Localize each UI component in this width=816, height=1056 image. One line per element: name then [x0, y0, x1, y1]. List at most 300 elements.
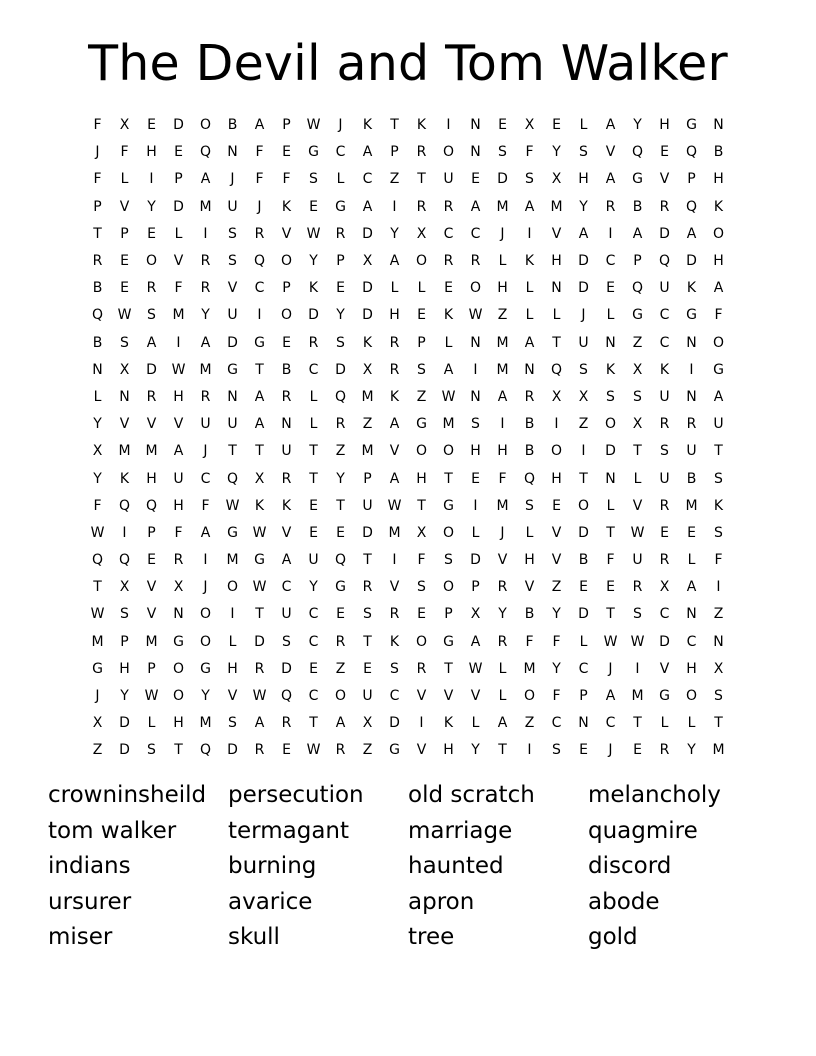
grid-letter: V: [443, 688, 454, 705]
grid-letter: R: [659, 497, 670, 514]
grid-letter: L: [498, 688, 507, 705]
grid-letter: Q: [118, 552, 131, 569]
grid-letter: A: [605, 117, 616, 134]
grid-letter: A: [686, 225, 697, 242]
word-list-item: tom walker: [48, 817, 177, 844]
grid-letter: O: [172, 688, 185, 705]
grid-letter: G: [227, 524, 238, 541]
grid-letter: T: [390, 117, 399, 134]
grid-letter: R: [173, 552, 184, 569]
grid-letter: R: [146, 280, 157, 297]
grid-letter: A: [443, 361, 454, 378]
grid-letter: S: [282, 633, 291, 650]
grid-letter: Q: [280, 688, 293, 705]
grid-letter: S: [714, 688, 723, 705]
grid-letter: O: [442, 443, 455, 460]
grid-letter: A: [335, 715, 346, 732]
grid-letter: U: [200, 416, 211, 433]
grid-letter: W: [468, 660, 483, 677]
grid-letter: Y: [309, 579, 318, 596]
grid-letter: V: [227, 280, 238, 297]
grid-letter: E: [309, 198, 318, 215]
grid-letter: Z: [335, 660, 346, 677]
grid-letter: R: [254, 742, 265, 759]
grid-letter: O: [334, 688, 347, 705]
grid-letter: I: [122, 524, 127, 541]
grid-row: [84, 221, 732, 248]
grid-letter: F: [714, 552, 723, 569]
grid-letter: E: [336, 524, 345, 541]
grid-letter: Y: [120, 688, 129, 705]
grid-letter: P: [120, 225, 129, 242]
grid-letter: O: [604, 416, 617, 433]
grid-letter: Q: [550, 361, 563, 378]
grid-letter: A: [470, 633, 481, 650]
grid-letter: S: [525, 171, 534, 188]
word-list-item: tree: [408, 924, 455, 950]
grid-letter: S: [525, 497, 534, 514]
grid-letter: E: [606, 579, 615, 596]
grid-letter: O: [199, 606, 212, 623]
grid-letter: Z: [632, 334, 643, 351]
grid-letter: F: [255, 144, 264, 161]
grid-letter: A: [686, 579, 697, 596]
grid-row: [84, 166, 732, 193]
word-list-item: crowninsheild: [48, 782, 207, 808]
grid-letter: S: [228, 715, 237, 732]
grid-letter: Y: [336, 307, 345, 324]
grid-letter: S: [363, 606, 372, 623]
grid-letter: O: [280, 253, 293, 270]
grid-letter: P: [417, 334, 426, 351]
grid-letter: N: [281, 416, 292, 433]
grid-letter: L: [687, 715, 696, 732]
grid-row: [84, 384, 732, 411]
grid-letter: M: [496, 361, 509, 378]
grid-letter: D: [146, 361, 157, 378]
grid-letter: J: [581, 307, 586, 324]
word-list-item: melancholy: [588, 782, 721, 808]
grid-letter: H: [497, 443, 508, 460]
grid-letter: F: [714, 307, 723, 324]
grid-letter: B: [227, 117, 238, 134]
grid-letter: V: [173, 253, 184, 270]
grid-letter: D: [335, 361, 346, 378]
grid-letter: R: [92, 253, 103, 270]
grid-letter: E: [633, 742, 642, 759]
grid-letter: U: [281, 443, 292, 460]
grid-letter: H: [146, 470, 157, 487]
grid-letter: V: [551, 552, 562, 569]
grid-row: [84, 493, 732, 520]
grid-letter: Q: [253, 253, 266, 270]
grid-letter: X: [119, 361, 130, 378]
grid-letter: F: [417, 552, 426, 569]
grid-letter: L: [579, 633, 588, 650]
grid-letter: H: [470, 443, 481, 460]
grid-letter: R: [443, 253, 454, 270]
grid-letter: W: [225, 497, 240, 514]
grid-letter: D: [227, 334, 238, 351]
grid-letter: Q: [631, 144, 644, 161]
grid-letter: Y: [390, 225, 399, 242]
grid-letter: W: [468, 307, 483, 324]
grid-letter: U: [443, 171, 454, 188]
grid-letter: C: [470, 225, 481, 242]
grid-letter: C: [200, 470, 211, 487]
grid-letter: I: [689, 361, 694, 378]
grid-letter: T: [228, 443, 237, 460]
grid-letter: W: [630, 633, 645, 650]
grid-letter: D: [173, 198, 184, 215]
grid-letter: G: [92, 660, 103, 677]
grid-letter: L: [579, 117, 588, 134]
grid-letter: C: [308, 633, 319, 650]
grid-row: [84, 601, 732, 628]
grid-letter: V: [281, 524, 292, 541]
grid-letter: C: [443, 225, 454, 242]
grid-letter: U: [659, 470, 670, 487]
grid-letter: O: [226, 579, 239, 596]
grid-letter: P: [444, 606, 453, 623]
grid-letter: T: [606, 606, 615, 623]
grid-letter: V: [659, 171, 670, 188]
word-list-item: marriage: [408, 817, 513, 844]
grid-letter: F: [282, 171, 291, 188]
grid-letter: I: [419, 715, 424, 732]
grid-letter: A: [254, 117, 265, 134]
word-list-item: avarice: [228, 888, 313, 915]
grid-letter: A: [389, 253, 400, 270]
grid-letter: N: [605, 470, 616, 487]
grid-letter: T: [363, 633, 372, 650]
grid-letter: N: [470, 117, 481, 134]
word-list-item: discord: [588, 853, 672, 879]
grid-letter: L: [93, 388, 102, 405]
grid-letter: T: [255, 361, 264, 378]
grid-letter: D: [173, 117, 184, 134]
grid-letter: N: [119, 388, 130, 405]
grid-letter: Y: [201, 307, 210, 324]
grid-letter: H: [497, 280, 508, 297]
grid-row: [84, 683, 732, 710]
grid-letter: T: [93, 579, 102, 596]
grid-letter: F: [93, 171, 102, 188]
grid-letter: S: [120, 606, 129, 623]
grid-letter: D: [362, 280, 373, 297]
grid-letter: K: [713, 198, 724, 215]
grid-letter: F: [93, 497, 102, 514]
grid-letter: B: [524, 416, 535, 433]
grid-letter: T: [93, 225, 102, 242]
grid-letter: O: [712, 334, 725, 351]
grid-letter: W: [117, 307, 132, 324]
grid-letter: E: [660, 524, 669, 541]
grid-letter: F: [174, 280, 183, 297]
grid-letter: R: [200, 253, 211, 270]
grid-letter: C: [308, 606, 319, 623]
grid-letter: K: [416, 117, 427, 134]
grid-letter: F: [525, 144, 534, 161]
grid-letter: F: [255, 171, 264, 188]
grid-letter: I: [392, 198, 397, 215]
grid-letter: R: [200, 280, 211, 297]
grid-letter: T: [714, 443, 723, 460]
grid-letter: G: [335, 198, 346, 215]
grid-letter: A: [254, 416, 265, 433]
grid-letter: L: [552, 307, 561, 324]
grid-letter: H: [146, 144, 157, 161]
grid-letter: K: [389, 633, 400, 650]
grid-letter: H: [173, 388, 184, 405]
grid-letter: L: [471, 524, 480, 541]
grid-letter: N: [470, 144, 481, 161]
grid-letter: D: [119, 742, 130, 759]
grid-letter: A: [281, 552, 292, 569]
grid-letter: Q: [334, 552, 347, 569]
grid-letter: N: [470, 334, 481, 351]
grid-letter: F: [525, 633, 534, 650]
grid-letter: B: [524, 606, 535, 623]
grid-letter: N: [551, 280, 562, 297]
grid-letter: R: [335, 742, 346, 759]
grid-letter: Y: [336, 470, 345, 487]
grid-row: [84, 465, 732, 492]
grid-letter: B: [281, 361, 292, 378]
grid-letter: W: [90, 524, 105, 541]
grid-letter: I: [716, 579, 721, 596]
grid-letter: C: [281, 579, 292, 596]
grid-letter: W: [90, 606, 105, 623]
grid-letter: R: [389, 606, 400, 623]
grid-letter: T: [633, 715, 642, 732]
grid-letter: C: [254, 280, 265, 297]
grid-letter: H: [389, 307, 400, 324]
grid-letter: L: [525, 280, 534, 297]
grid-letter: X: [632, 416, 643, 433]
grid-letter: M: [442, 416, 455, 433]
grid-letter: M: [199, 361, 212, 378]
grid-letter: L: [525, 307, 534, 324]
grid-letter: A: [200, 334, 211, 351]
grid-letter: P: [282, 117, 291, 134]
grid-letter: O: [442, 579, 455, 596]
grid-letter: D: [281, 660, 292, 677]
grid-letter: M: [631, 688, 644, 705]
grid-letter: E: [471, 171, 480, 188]
grid-letter: O: [145, 253, 158, 270]
grid-row: [84, 194, 732, 221]
grid-letter: K: [605, 361, 616, 378]
grid-letter: V: [281, 225, 292, 242]
grid-letter: B: [713, 144, 724, 161]
grid-letter: S: [579, 144, 588, 161]
grid-letter: E: [471, 470, 480, 487]
grid-letter: I: [446, 117, 451, 134]
grid-letter: R: [470, 253, 481, 270]
grid-letter: Q: [199, 742, 212, 759]
grid-letter: V: [470, 688, 481, 705]
grid-letter: S: [714, 470, 723, 487]
grid-letter: W: [630, 524, 645, 541]
word-list-item: miser: [48, 924, 113, 950]
grid-letter: P: [174, 171, 183, 188]
grid-row: [84, 248, 732, 275]
grid-letter: R: [389, 361, 400, 378]
grid-letter: A: [146, 334, 157, 351]
grid-letter: N: [524, 361, 535, 378]
grid-letter: Y: [687, 742, 696, 759]
grid-letter: W: [306, 225, 321, 242]
grid-letter: N: [470, 388, 481, 405]
grid-letter: R: [659, 416, 670, 433]
grid-letter: O: [415, 633, 428, 650]
grid-letter: F: [93, 117, 102, 134]
grid-letter: V: [659, 660, 670, 677]
grid-letter: D: [227, 742, 238, 759]
grid-letter: X: [713, 660, 724, 677]
grid-letter: L: [660, 715, 669, 732]
grid-letter: X: [551, 171, 562, 188]
grid-letter: M: [496, 198, 509, 215]
grid-letter: X: [119, 117, 130, 134]
grid-letter: Y: [552, 606, 561, 623]
grid-letter: A: [470, 198, 481, 215]
grid-letter: O: [550, 443, 563, 460]
grid-letter: K: [713, 497, 724, 514]
grid-letter: S: [228, 253, 237, 270]
grid-row: [84, 330, 732, 357]
grid-letter: U: [227, 307, 238, 324]
grid-letter: W: [441, 388, 456, 405]
grid-letter: P: [147, 660, 156, 677]
grid-letter: S: [552, 742, 561, 759]
grid-letter: O: [280, 307, 293, 324]
grid-letter: V: [146, 416, 157, 433]
grid-letter: T: [255, 443, 264, 460]
grid-letter: C: [659, 334, 670, 351]
grid-letter: Q: [145, 497, 158, 514]
grid-letter: R: [281, 388, 292, 405]
grid-letter: A: [362, 198, 373, 215]
grid-letter: E: [336, 280, 345, 297]
grid-letter: C: [605, 715, 616, 732]
grid-letter: D: [389, 715, 400, 732]
grid-letter: R: [200, 388, 211, 405]
grid-letter: R: [632, 579, 643, 596]
grid-letter: D: [659, 225, 670, 242]
word-list-item: skull: [228, 924, 280, 950]
grid-letter: N: [713, 633, 724, 650]
word-list-item: apron: [408, 888, 475, 915]
grid-letter: E: [363, 660, 372, 677]
grid-letter: E: [282, 144, 291, 161]
grid-letter: R: [416, 198, 427, 215]
grid-letter: C: [659, 606, 670, 623]
grid-letter: R: [254, 225, 265, 242]
grid-letter: W: [171, 361, 186, 378]
grid-letter: Q: [685, 144, 698, 161]
grid-letter: M: [361, 443, 374, 460]
grid-letter: U: [578, 334, 589, 351]
grid-letter: H: [173, 715, 184, 732]
grid-letter: C: [308, 361, 319, 378]
grid-letter: Q: [658, 253, 671, 270]
grid-letter: S: [147, 742, 156, 759]
grid-letter: A: [362, 144, 373, 161]
grid-letter: C: [335, 144, 346, 161]
grid-letter: Q: [631, 280, 644, 297]
grid-letter: A: [389, 470, 400, 487]
grid-letter: M: [523, 660, 536, 677]
grid-letter: A: [389, 416, 400, 433]
grid-letter: K: [254, 497, 265, 514]
grid-letter: Z: [524, 715, 535, 732]
grid-row: [84, 411, 732, 438]
grid-letter: M: [496, 334, 509, 351]
grid-letter: K: [281, 497, 292, 514]
grid-letter: Z: [362, 416, 373, 433]
grid-letter: E: [336, 606, 345, 623]
grid-letter: V: [632, 497, 643, 514]
grid-letter: R: [497, 633, 508, 650]
grid-letter: X: [92, 715, 103, 732]
grid-letter: K: [686, 280, 697, 297]
grid-letter: B: [92, 334, 103, 351]
grid-letter: N: [227, 144, 238, 161]
grid-letter: R: [281, 715, 292, 732]
grid-letter: H: [551, 470, 562, 487]
grid-letter: P: [363, 470, 372, 487]
grid-letter: Y: [93, 470, 102, 487]
grid-letter: E: [687, 524, 696, 541]
grid-letter: H: [443, 742, 454, 759]
word-list-item: gold: [588, 924, 638, 950]
grid-letter: I: [581, 443, 586, 460]
grid-letter: M: [550, 198, 563, 215]
grid-letter: D: [686, 253, 697, 270]
grid-row: [84, 547, 732, 574]
grid-letter: H: [713, 253, 724, 270]
grid-letter: F: [552, 633, 561, 650]
grid-letter: A: [200, 524, 211, 541]
grid-letter: V: [227, 688, 238, 705]
grid-letter: L: [606, 497, 615, 514]
grid-letter: V: [173, 416, 184, 433]
grid-letter: Z: [362, 742, 373, 759]
grid-letter: S: [228, 225, 237, 242]
grid-letter: T: [309, 715, 318, 732]
word-list-item: termagant: [228, 817, 350, 844]
grid-letter: Y: [201, 688, 210, 705]
grid-letter: J: [338, 117, 343, 134]
grid-letter: T: [606, 524, 615, 541]
grid-letter: J: [230, 171, 235, 188]
page-title: The Devil and Tom Walker: [88, 35, 728, 92]
grid-letter: Y: [552, 660, 561, 677]
grid-row: [84, 438, 732, 465]
grid-letter: C: [659, 307, 670, 324]
grid-letter: Z: [335, 443, 346, 460]
grid-letter: W: [387, 497, 402, 514]
grid-letter: N: [227, 388, 238, 405]
grid-letter: R: [659, 198, 670, 215]
grid-row: [84, 629, 732, 656]
grid-letter: X: [551, 388, 562, 405]
grid-letter: S: [606, 388, 615, 405]
grid-letter: F: [120, 144, 129, 161]
grid-letter: N: [92, 361, 103, 378]
